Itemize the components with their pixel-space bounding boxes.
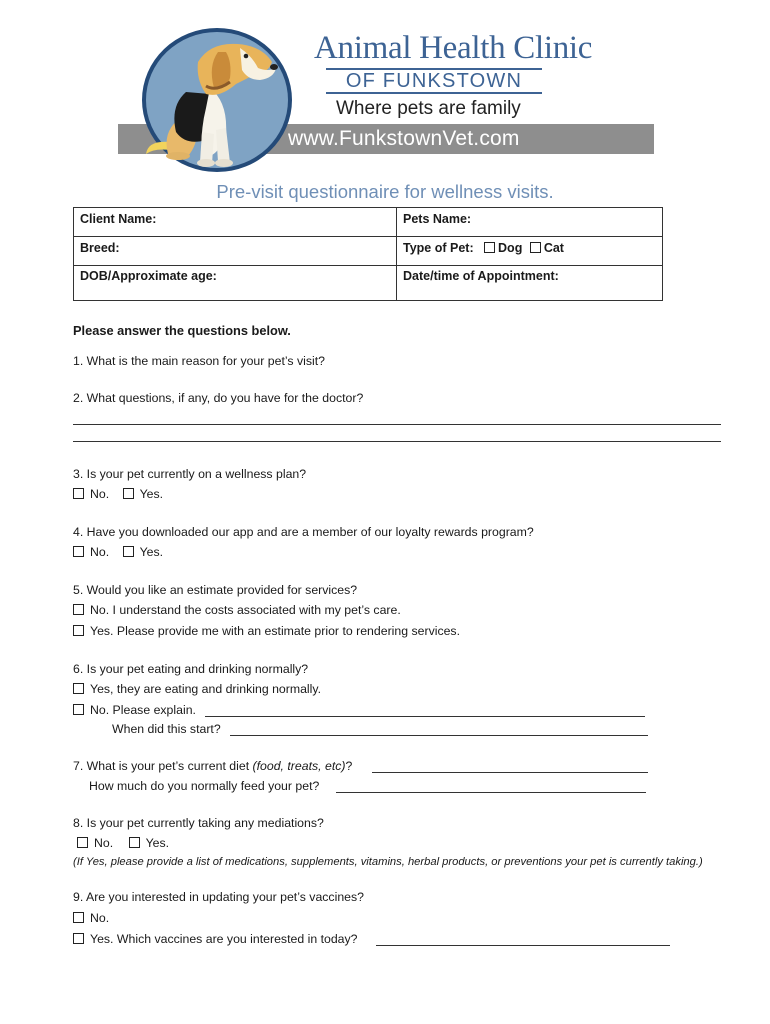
q7-diet-line[interactable] bbox=[372, 772, 648, 773]
client-name-label: Client Name: bbox=[80, 212, 157, 226]
breed-field[interactable] bbox=[74, 237, 397, 266]
instructions: Please answer the questions below. bbox=[73, 323, 291, 338]
clinic-location: OF FUNKSTOWN bbox=[326, 68, 542, 94]
clinic-tagline: Where pets are family bbox=[336, 98, 521, 119]
question-3: 3. Is your pet currently on a wellness plan? bbox=[73, 467, 307, 481]
q6-when-line[interactable] bbox=[230, 735, 648, 736]
q6-explain-line[interactable] bbox=[205, 716, 645, 717]
question-5: 5. Would you like an estimate provided for services? bbox=[73, 583, 358, 597]
form-title: Pre-visit questionnaire for wellness visits. bbox=[216, 181, 554, 202]
q4-yes-checkbox[interactable] bbox=[123, 546, 134, 557]
q4-options bbox=[73, 545, 163, 559]
q9-no-label: No. bbox=[90, 911, 110, 925]
logo-url: www.FunkstownVet.com bbox=[288, 127, 520, 150]
q2-answer-line-1[interactable] bbox=[73, 424, 721, 425]
q5-option-2-checkbox[interactable] bbox=[73, 625, 84, 636]
clinic-name: Animal Health Clinic bbox=[314, 30, 593, 66]
q6-option-2 bbox=[73, 703, 196, 717]
cat-checkbox[interactable] bbox=[530, 242, 541, 253]
type-of-pet-field bbox=[397, 237, 663, 266]
question-6: 6. Is your pet eating and drinking normally? bbox=[73, 662, 309, 676]
q4-no-checkbox[interactable] bbox=[73, 546, 84, 557]
q3-yes-checkbox[interactable] bbox=[123, 488, 134, 499]
q9-yes-label: Yes. Which vaccines are you interested in today? bbox=[90, 932, 358, 946]
q8-yes-checkbox[interactable] bbox=[129, 837, 140, 848]
q5-option-2-label: Yes. Please provide me with an estimate prior to rendering services. bbox=[90, 624, 460, 638]
q7-how-much-label: How much do you normally feed your pet? bbox=[89, 779, 320, 793]
q6-when-label: When did this start? bbox=[112, 722, 221, 736]
question-4: 4. Have you downloaded our app and are a member of our loyalty rewards program? bbox=[73, 525, 534, 539]
q3-options bbox=[73, 487, 163, 501]
breed-label: Breed: bbox=[80, 241, 120, 255]
q7-question-mark: ? bbox=[345, 759, 353, 773]
q6-option-2-label: No. Please explain. bbox=[90, 703, 196, 717]
q5-option-2 bbox=[73, 624, 460, 638]
q4-yes-label: Yes. bbox=[139, 545, 164, 559]
clinic-logo bbox=[118, 22, 658, 164]
dob-field[interactable] bbox=[74, 266, 397, 301]
q6-option-1-checkbox[interactable] bbox=[73, 683, 84, 694]
question-9: 9. Are you interested in updating your pet’s vaccines? bbox=[73, 890, 364, 904]
q8-note: (If Yes, please provide a list of medications, supplements, vitamins, herbal products, or preventions your pet is currently taking.) bbox=[73, 856, 703, 868]
q9-vaccines-line[interactable] bbox=[376, 945, 670, 946]
q8-yes-label: Yes. bbox=[145, 836, 170, 850]
q5-option-1-label: No. I understand the costs associated with my pet’s care. bbox=[90, 603, 401, 617]
pets-name-label: Pets Name: bbox=[403, 212, 472, 226]
q5-option-1 bbox=[73, 603, 401, 617]
beagle-dog-icon bbox=[140, 22, 300, 172]
q6-option-1-label: Yes, they are eating and drinking normally. bbox=[90, 682, 322, 696]
q9-yes-checkbox[interactable] bbox=[73, 933, 84, 944]
q6-option-2-checkbox[interactable] bbox=[73, 704, 84, 715]
q8-options bbox=[77, 836, 169, 850]
question-1: 1. What is the main reason for your pet’s visit? bbox=[73, 354, 325, 368]
pets-name-field[interactable] bbox=[397, 208, 663, 237]
q5-option-1-checkbox[interactable] bbox=[73, 604, 84, 615]
q9-option-yes bbox=[73, 932, 358, 946]
table-row bbox=[74, 266, 663, 301]
appointment-field[interactable] bbox=[397, 266, 663, 301]
dog-checkbox[interactable] bbox=[484, 242, 495, 253]
q7-text: 7. What is your pet’s current diet bbox=[73, 759, 253, 773]
appointment-label: Date/time of Appointment: bbox=[403, 269, 559, 283]
cat-label: Cat bbox=[543, 241, 564, 255]
q2-answer-line-2[interactable] bbox=[73, 441, 721, 442]
q7-italic-text: (food, treats, etc) bbox=[252, 759, 346, 773]
q9-no-checkbox[interactable] bbox=[73, 912, 84, 923]
table-row bbox=[74, 208, 663, 237]
q7-how-much-line[interactable] bbox=[336, 792, 646, 793]
q9-option-no bbox=[73, 911, 109, 925]
question-2: 2. What questions, if any, do you have for the doctor? bbox=[73, 391, 364, 405]
q8-no-checkbox[interactable] bbox=[77, 837, 88, 848]
client-name-field[interactable] bbox=[74, 208, 397, 237]
question-7 bbox=[73, 759, 352, 773]
q3-no-label: No. bbox=[90, 487, 110, 501]
dob-label: DOB/Approximate age: bbox=[80, 269, 217, 283]
dog-label: Dog bbox=[498, 241, 523, 255]
type-of-pet-label: Type of Pet: bbox=[403, 241, 474, 255]
q4-no-label: No. bbox=[90, 545, 110, 559]
client-info-table bbox=[73, 207, 663, 301]
question-8: 8. Is your pet currently taking any mediations? bbox=[73, 816, 324, 830]
q3-yes-label: Yes. bbox=[139, 487, 164, 501]
table-row bbox=[74, 237, 663, 266]
q6-option-1 bbox=[73, 682, 321, 696]
q8-no-label: No. bbox=[94, 836, 114, 850]
q3-no-checkbox[interactable] bbox=[73, 488, 84, 499]
